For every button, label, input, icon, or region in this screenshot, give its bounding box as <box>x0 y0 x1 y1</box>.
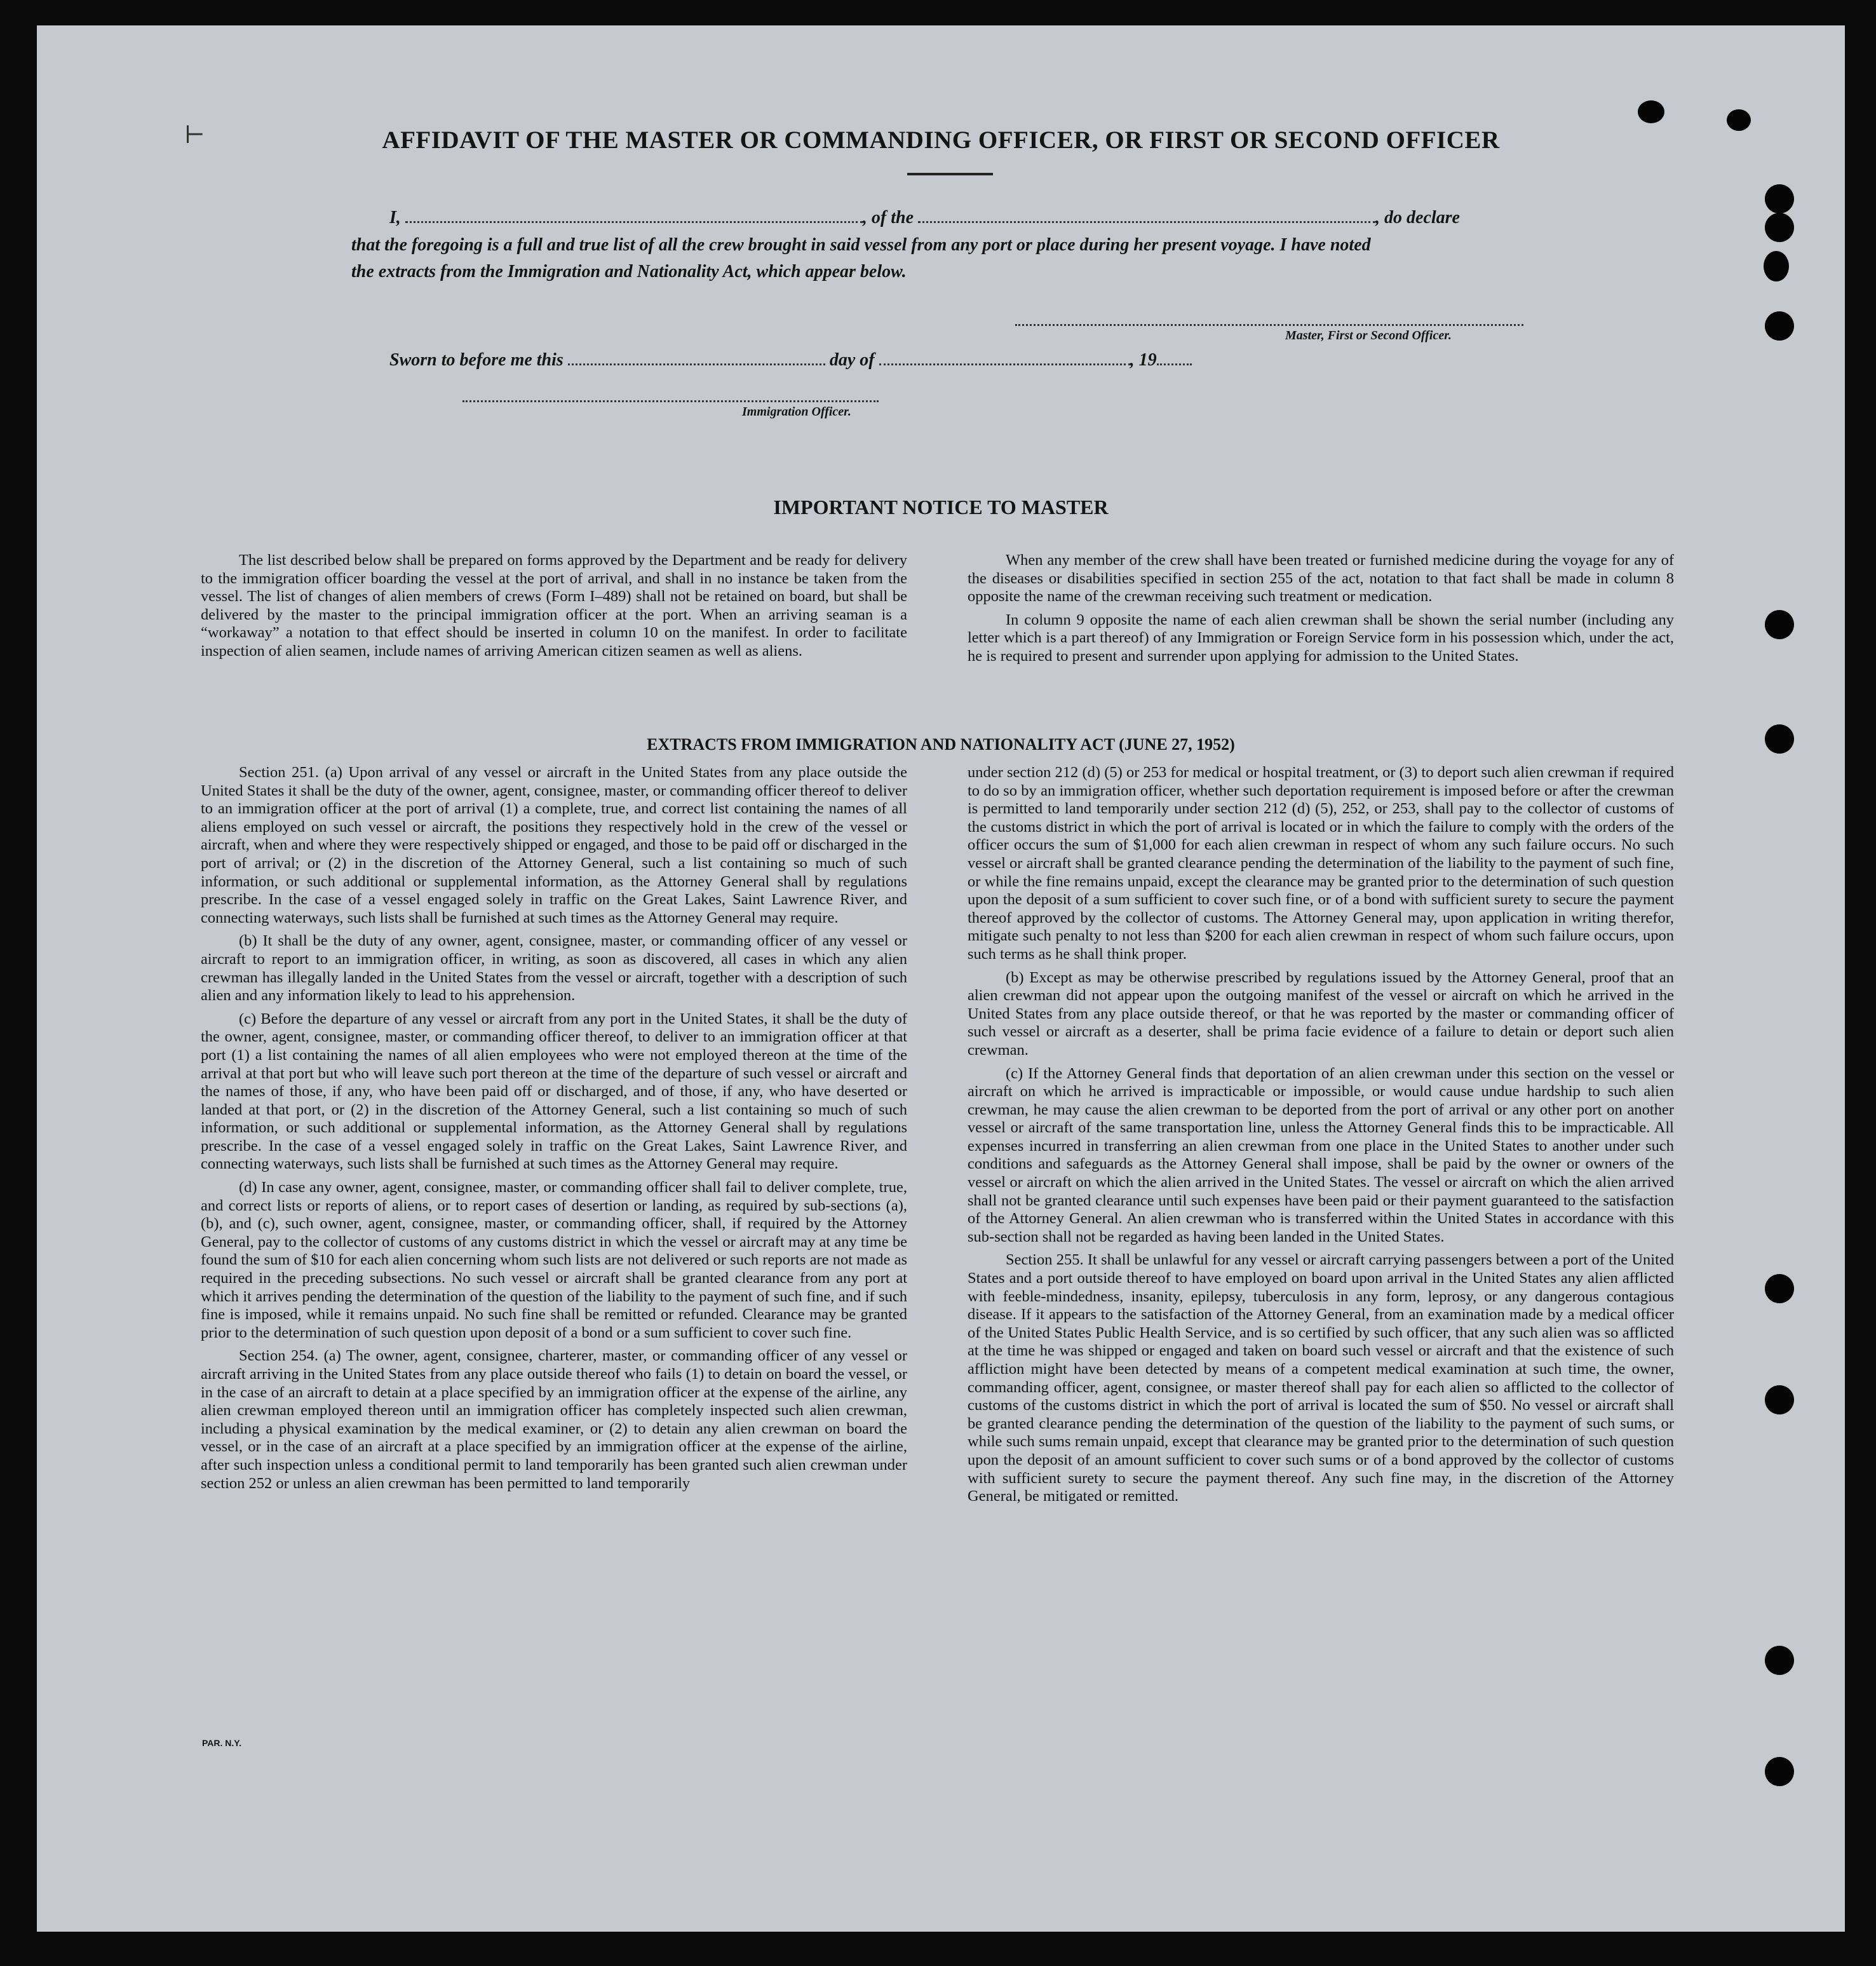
sworn-year-field[interactable] <box>1157 349 1192 365</box>
officer-signature-line[interactable] <box>462 400 879 402</box>
year-label: , 19 <box>1130 350 1157 370</box>
section-254-c: (c) If the Attorney General finds that deportation of an alien crewman under this section on the vessel or aircraft on which he arrived is impracticable or impossible, or would cause undue hardship to such alien crewman, he may cause the alien crewman to be deported from the port of arrival or any other port on another vessel or aircraft of the same transportation line, unless the Attorney General finds this to be impracticable. All expenses incurred in transferring an alien crewman from one place in the United States to another under such conditions and safeguards as the Attorney General shall impose, shall be paid by the owner or owners of the vessel or aircraft on which the alien arrived in the United States. The vessel or aircraft on which the alien arrived shall not be granted clearance until such expenses have been paid or their payment guaranteed to the satisfaction of the Attorney General. An alien crewman who is transferred within the United States in accordance with this sub-section shall not be regarded as having been landed in the United States. <box>968 1064 1674 1245</box>
notice-right-paragraph-2: In column 9 opposite the name of each alien crewman shall be shown the serial number (including any letter which is a part thereof) of any Immigration or Foreign Service form in his possession which, under the act, he is required to present and surrender upon applying for admission to the United States. <box>968 611 1674 665</box>
declaration-do-declare: , do declare <box>1375 208 1460 227</box>
section-251-a: Section 251. (a) Upon arrival of any vessel or aircraft in the United States from any place outside the United States it shall be the duty of the owner, agent, consignee, master, or commanding officer thereof to deliver to an immigration officer at the port of arrival (1) a complete, true, and correct list containing the names of all aliens employed on such vessel or aircraft, the positions they respectively hold in the crew of the vessel or aircraft, when and where they were respectively shipped or engaged, and those to be paid off or discharged in the port of arrival; or (2) in the discretion of the Attorney General, such a list containing so much of such information, or such additional or supplemental information, as the Attorney General shall by regulations prescribe. In the case of a vessel engaged solely in traffic on the Great Lakes, Saint Lawrence River, and connecting waterways, such lists shall be furnished at such times as the Attorney General may require. <box>201 764 907 926</box>
name-field[interactable] <box>405 207 863 223</box>
section-254-b: (b) Except as may be otherwise prescribed by regulations issued by the Attorney General, proof that an alien crewman did not appear upon the outgoing manifest of the vessel or aircraft on which he arrived in the United States from any place outside thereof, or that he was reported by the master or commanding officer of such vessel or aircraft as a deserter, shall be prima facie evidence of a failure to detain or deport such alien crewman. <box>968 968 1674 1059</box>
punch-hole <box>1638 100 1664 123</box>
officer-signature-caption: Immigration Officer. <box>742 405 851 419</box>
punch-hole <box>1765 184 1794 214</box>
form-page <box>37 25 1845 1932</box>
sworn-label: Sworn to before me this <box>389 350 563 370</box>
punch-hole <box>1765 610 1794 639</box>
printer-mark: PAR. N.Y. <box>202 1738 241 1748</box>
margin-mark: ⊢ <box>184 122 205 149</box>
vessel-field[interactable] <box>918 207 1375 223</box>
punch-hole <box>1765 1757 1794 1786</box>
day-of-label: day of <box>829 350 875 370</box>
sworn-month-field[interactable] <box>879 349 1130 365</box>
extracts-title: EXTRACTS FROM IMMIGRATION AND NATIONALITY ACT (JUNE 27, 1952) <box>647 735 1235 754</box>
section-254-a: Section 254. (a) The owner, agent, consignee, charterer, master, or commanding officer of any vessel or aircraft arriving in the United States from any place outside thereof who fails (1) to detain on board the vessel, or in the case of an aircraft to detain at a place specified by an immigration officer at the expense of the airline, any alien crewman employed thereon until an immigration officer has completely inspected such alien crewman, including a physical examination by the medical examiner, or (2) to detain any alien crewman on board the vessel, or in the case of an aircraft at a place specified by an immigration officer at the expense of the airline, after such inspection unless a conditional permit to land temporarily has been granted such alien crewman under section 252 or unless an alien crewman has been permitted to land temporarily <box>201 1347 907 1492</box>
title-rule <box>907 173 993 175</box>
master-signature-caption: Master, First or Second Officer. <box>1285 329 1452 342</box>
section-255: Section 255. It shall be unlawful for any vessel or aircraft carrying passengers between a port of the United States and a port outside thereof to have employed on board upon arrival in the United States any alien afflicted with feeble-mindedness, insanity, epilepsy, tuberculosis in any form, leprosy, or any dangerous contagious disease. If it appears to the satisfaction of the Attorney General, from an examination made by a medical officer of the United States Public Health Service, and is so certified by such officer, that any such alien was so afflicted at the time he was shipped or engaged and taken on board such vessel or aircraft and that the existence of such affliction might have been detected by means of a competent medical examination at such time, the owner, commanding officer, agent, consignee, or master thereof shall pay for each alien so afflicted to the collector of customs of the customs district in which the port of arrival is located the sum of $50. No vessel or aircraft shall be granted clearance pending the determination of the question of the liability to the payment of such sums, or while such sums remain unpaid, except that clearance may be granted prior to the determination of such question upon the deposit of an amount sufficient to cover such sums or of a bond approved by the collector of customs with sufficient surety to secure the payment thereof. Any such fine may, in the discretion of the Attorney General, be mitigated or remitted. <box>968 1251 1674 1505</box>
punch-hole <box>1765 311 1794 341</box>
notice-right-column <box>968 552 1674 671</box>
sworn-line <box>389 349 1192 370</box>
section-254-a-continued: under section 212 (d) (5) or 253 for medical or hospital treatment, or (3) to deport such alien crewman if required to do so by an immigration officer, whether such deportation requirement is imposed before or after the crewman is permitted to land temporarily under section 212 (d) (5), 252, or 253, shall pay to the collector of customs of the customs district in which the port of arrival is located or in which the failure to comply with the orders of the officer occurs the sum of $1,000 for each alien crewman in respect of whom any such failure occurs. No such vessel or aircraft shall be granted clearance pending the determination of the liability to the payment of such fine, or while the fine remains unpaid, except the clearance may be granted prior to the determination of such question upon the deposit of a sum sufficient to cover such fine, or of a bond with sufficient surety to secure the payment thereof approved by the collector of customs. The Attorney General may, upon application in writing therefor, mitigate such penalty to not less than $200 for each alien crewman in respect of whom such failure occurs, upon such terms as he shall think proper. <box>968 764 1674 963</box>
declaration-text-3: the extracts from the Immigration and Nationality Act, which appear below. <box>351 262 907 281</box>
sworn-day-field[interactable] <box>568 349 825 365</box>
notice-left-paragraph: The list described below shall be prepared on forms approved by the Department and be ready for delivery to the immigration officer boarding the vessel at the port of arrival, and shall in no instance be taken from the vessel. The list of changes of alien members of crews (Form I–489) shall not be retained on board, but shall be delivered by the master to the principal immigration officer at the port. When an arriving seaman is a “workaway” a notation to that effect should be inserted in column 10 on the manifest. In order to facilitate inspection of alien seamen, include names of arriving American citizen seamen as well as aliens. <box>201 552 907 660</box>
punch-hole <box>1764 251 1789 281</box>
section-251-b: (b) It shall be the duty of any owner, agent, consignee, master, or commanding officer of any vessel or aircraft to report to an immigration officer, in writing, as soon as discovered, all cases in which any alien crewman has illegally landed in the United States from the vessel or aircraft, together with a description of such alien and any information likely to lead to his apprehension. <box>201 932 907 1005</box>
declaration-line <box>389 207 1460 228</box>
notice-title: IMPORTANT NOTICE TO MASTER <box>773 496 1109 519</box>
section-251-c: (c) Before the departure of any vessel or aircraft from any port in the United States, it shall be the duty of the owner, agent, consignee, master, or commanding officer thereof, to deliver to an immigration officer at that port (1) a list containing the names of all alien employees who were not employed thereon at the time of the arrival at that port but who will leave such port thereon at the time of the departure of such vessel or aircraft and the names of those, if any, who have been paid off or discharged, and of those, if any, who have deserted or landed at that port, or (2) in the discretion of the Attorney General, such a list containing so much of such information, or such additional or supplemental information, as the Attorney General shall by regulations prescribe. In the case of a vessel engaged solely in traffic on the Great Lakes, Saint Lawrence River, and connecting waterways, such lists shall be furnished at such times as the Attorney General may require. <box>201 1010 907 1173</box>
declaration-of-the: , of the <box>862 208 914 227</box>
extracts-right-column <box>968 764 1674 1511</box>
affidavit-title: AFFIDAVIT OF THE MASTER OR COMMANDING OFFICER, OR FIRST OR SECOND OFFICER <box>382 126 1500 154</box>
extracts-left-column <box>201 764 907 1498</box>
section-251-d: (d) In case any owner, agent, consignee, master, or commanding officer shall fail to deliver complete, true, and correct lists or reports of aliens, or to report cases of desertion or landing, as required by sub-sections (a), (b), and (c), such owner, agent, consignee, master, or commanding officer, shall, if required by the Attorney General, pay to the collector of customs of any customs district in which the vessel or aircraft may at any time be found the sum of $10 for each alien concerning whom such lists are not delivered or such reports are not made as required in the preceding subsections. No such vessel or aircraft shall be granted clearance from any port at which it arrives pending the determination of the question of the liability to the payment of such fine, and if such fine is imposed, while it remains unpaid. No such fine shall be remitted or refunded. Clearance may be granted prior to the determination of such question upon deposit of a bond or a sum sufficient to cover such fine. <box>201 1179 907 1341</box>
declaration-text-2: that the foregoing is a full and true list of all the crew brought in said vessel from any port or place during her present voyage. I have noted <box>351 235 1371 255</box>
punch-hole <box>1765 213 1794 242</box>
punch-hole <box>1765 1646 1794 1675</box>
declaration-i: I, <box>389 208 401 227</box>
master-signature-line[interactable] <box>1015 324 1523 326</box>
notice-left-column <box>201 552 907 666</box>
punch-hole <box>1765 1274 1794 1303</box>
punch-hole <box>1765 1385 1794 1414</box>
notice-right-paragraph-1: When any member of the crew shall have been treated or furnished medicine during the voyage for any of the diseases or disabilities specified in section 255 of the act, notation to that fact shall be made in column 8 opposite the name of the crewman receiving such treatment or medication. <box>968 552 1674 606</box>
